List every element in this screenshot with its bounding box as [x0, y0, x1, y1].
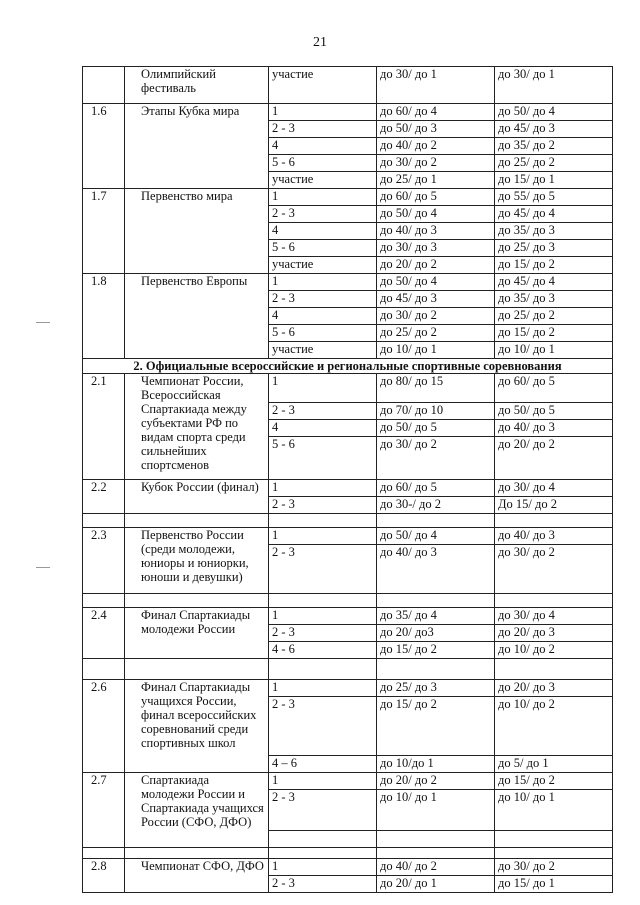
score-cell: до 15/ до 1 — [495, 876, 613, 893]
spacer-row — [83, 514, 613, 528]
place-cell: 4 — [269, 138, 377, 155]
competition-name: Чемпионат России, Всероссийская Спартакиада между субъектами РФ по видам спорта среди сильнейших спортсменов — [125, 374, 269, 480]
table-row — [83, 773, 613, 790]
place-cell — [269, 831, 377, 848]
score-cell — [377, 831, 495, 848]
score-cell: до 20/ до3 — [377, 625, 495, 642]
place-cell: 4 — [269, 420, 377, 437]
table-row — [83, 374, 613, 403]
empty-cell — [125, 659, 269, 680]
empty-cell — [125, 514, 269, 528]
score-cell: до 50/ до 4 — [495, 104, 613, 121]
place-cell: 2 - 3 — [269, 625, 377, 642]
score-cell: до 35/ до 2 — [495, 138, 613, 155]
place-cell: 5 - 6 — [269, 437, 377, 480]
place-cell: 2 - 3 — [269, 121, 377, 138]
score-cell: до 20/ до 1 — [377, 876, 495, 893]
score-cell: до 25/ до 3 — [377, 680, 495, 697]
score-cell: до 50/ до 4 — [377, 274, 495, 291]
empty-cell — [125, 848, 269, 859]
place-cell: 1 — [269, 859, 377, 876]
score-cell: до 40/ до 3 — [377, 223, 495, 240]
item-number: 2.3 — [83, 528, 125, 594]
score-cell: до 40/ до 3 — [495, 528, 613, 545]
place-cell: 1 — [269, 773, 377, 790]
table-row — [83, 104, 613, 121]
table-row — [83, 189, 613, 206]
place-cell: 2 - 3 — [269, 497, 377, 514]
score-cell: до 20/ до 2 — [377, 257, 495, 274]
place-cell: 2 - 3 — [269, 697, 377, 756]
results-table — [82, 66, 613, 893]
item-number: 2.6 — [83, 680, 125, 773]
score-cell: до 30/ до 1 — [495, 67, 613, 104]
score-cell: до 10/ до 1 — [495, 342, 613, 359]
page-number: 21 — [313, 35, 327, 50]
place-cell: 1 — [269, 608, 377, 625]
score-cell: до 30/ до 2 — [377, 437, 495, 480]
empty-cell — [83, 594, 125, 608]
score-cell: до 25/ до 2 — [495, 155, 613, 172]
score-cell: до 20/ до 2 — [377, 773, 495, 790]
score-cell: до 10/до 1 — [377, 756, 495, 773]
score-cell: до 10/ до 2 — [495, 697, 613, 756]
score-cell: до 35/ до 3 — [495, 223, 613, 240]
score-cell: до 35/ до 3 — [495, 291, 613, 308]
table-row — [83, 680, 613, 697]
place-cell: 2 - 3 — [269, 206, 377, 223]
score-cell: до 50/ до 4 — [377, 206, 495, 223]
score-cell: до 45/ до 4 — [495, 274, 613, 291]
competition-name: Спартакиада молодежи России и Спартакиада учащихся России (СФО, ДФО) — [125, 773, 269, 848]
place-cell: 2 - 3 — [269, 291, 377, 308]
competition-name: Этапы Кубка мира — [125, 104, 269, 189]
empty-cell — [83, 848, 125, 859]
score-cell: до 40/ до 2 — [377, 138, 495, 155]
score-cell: до 10/ до 2 — [495, 642, 613, 659]
place-cell: 5 - 6 — [269, 240, 377, 257]
score-cell: до 40/ до 3 — [495, 420, 613, 437]
empty-cell — [269, 848, 377, 859]
place-cell: 4 - 6 — [269, 642, 377, 659]
place-cell: 2 - 3 — [269, 545, 377, 594]
score-cell: до 20/ до 3 — [495, 625, 613, 642]
score-cell: до 25/ до 2 — [495, 308, 613, 325]
place-cell: участие — [269, 67, 377, 104]
place-cell: 2 - 3 — [269, 876, 377, 893]
place-cell: участие — [269, 172, 377, 189]
score-cell: до 30/ до 2 — [495, 545, 613, 594]
score-cell: до 10/ до 1 — [377, 342, 495, 359]
item-number: 2.1 — [83, 374, 125, 480]
score-cell: до 25/ до 1 — [377, 172, 495, 189]
score-cell: до 40/ до 2 — [377, 859, 495, 876]
empty-cell — [269, 659, 377, 680]
score-cell: До 15/ до 2 — [495, 497, 613, 514]
score-cell: до 45/ до 4 — [495, 206, 613, 223]
score-cell: до 15/ до 2 — [495, 325, 613, 342]
score-cell: до 60/ до 4 — [377, 104, 495, 121]
place-cell: 1 — [269, 480, 377, 497]
item-number: 2.7 — [83, 773, 125, 848]
place-cell: 5 - 6 — [269, 325, 377, 342]
place-cell: 1 — [269, 680, 377, 697]
spacer-row — [83, 659, 613, 680]
empty-cell — [495, 848, 613, 859]
spacer-row — [83, 848, 613, 859]
score-cell: до 45/ до 3 — [377, 291, 495, 308]
score-cell: до 30/ до 2 — [495, 859, 613, 876]
empty-cell — [377, 659, 495, 680]
table-row — [83, 608, 613, 625]
place-cell: участие — [269, 257, 377, 274]
section-title: 2. Официальные всероссийские и региональные спортивные соревнования — [83, 359, 613, 374]
score-cell: до 15/ до 1 — [495, 172, 613, 189]
score-cell: до 15/ до 2 — [377, 697, 495, 756]
place-cell: 1 — [269, 528, 377, 545]
score-cell: до 35/ до 4 — [377, 608, 495, 625]
score-cell: до 30/ до 2 — [377, 308, 495, 325]
place-cell: участие — [269, 342, 377, 359]
section-header-row — [83, 359, 613, 374]
competition-name: Финал Спартакиады молодежи России — [125, 608, 269, 659]
score-cell: до 15/ до 2 — [495, 257, 613, 274]
score-cell: до 15/ до 2 — [495, 773, 613, 790]
empty-cell — [495, 594, 613, 608]
place-cell: 5 - 6 — [269, 155, 377, 172]
place-cell: 1 — [269, 104, 377, 121]
score-cell: до 10/ до 1 — [495, 790, 613, 831]
score-cell: до 60/ до 5 — [377, 480, 495, 497]
empty-cell — [377, 594, 495, 608]
score-cell: до 20/ до 2 — [495, 437, 613, 480]
score-cell: до 30/ до 2 — [377, 155, 495, 172]
competition-name: Первенство мира — [125, 189, 269, 274]
place-cell: 1 — [269, 274, 377, 291]
empty-cell — [377, 848, 495, 859]
score-cell: до 5/ до 1 — [495, 756, 613, 773]
item-number: 2.2 — [83, 480, 125, 514]
score-cell — [495, 831, 613, 848]
score-cell: до 50/ до 3 — [377, 121, 495, 138]
table-row — [83, 67, 613, 104]
competition-name: Олимпийский фестиваль — [125, 67, 269, 104]
score-cell: до 70/ до 10 — [377, 403, 495, 420]
score-cell: до 30/ до 1 — [377, 67, 495, 104]
score-cell: до 60/ до 5 — [495, 374, 613, 403]
empty-cell — [495, 659, 613, 680]
place-cell: 1 — [269, 374, 377, 403]
place-cell: 2 - 3 — [269, 790, 377, 831]
competition-name: Первенство Европы — [125, 274, 269, 359]
empty-cell — [83, 514, 125, 528]
item-number: 2.8 — [83, 859, 125, 893]
competition-name: Чемпионат СФО, ДФО — [125, 859, 269, 893]
item-number: 1.7 — [83, 189, 125, 274]
table-row — [83, 859, 613, 876]
item-number — [83, 67, 125, 104]
score-cell: до 50/ до 4 — [377, 528, 495, 545]
score-cell: до 20/ до 3 — [495, 680, 613, 697]
empty-cell — [83, 659, 125, 680]
item-number: 1.8 — [83, 274, 125, 359]
score-cell: до 15/ до 2 — [377, 642, 495, 659]
score-cell: до 25/ до 2 — [377, 325, 495, 342]
competition-name: Кубок России (финал) — [125, 480, 269, 514]
place-cell: 4 — [269, 308, 377, 325]
score-cell: до 30/ до 4 — [495, 480, 613, 497]
empty-cell — [125, 594, 269, 608]
table-row — [83, 274, 613, 291]
score-cell: до 30-/ до 2 — [377, 497, 495, 514]
score-cell: до 40/ до 3 — [377, 545, 495, 594]
score-cell: до 50/ до 5 — [495, 403, 613, 420]
score-cell: до 60/ до 5 — [377, 189, 495, 206]
table-row — [83, 480, 613, 497]
spacer-row — [83, 594, 613, 608]
place-cell: 2 - 3 — [269, 403, 377, 420]
competition-name: Финал Спартакиады учащихся России, финал всероссийских соревнований среди спортивных школ — [125, 680, 269, 773]
empty-cell — [269, 594, 377, 608]
empty-cell — [377, 514, 495, 528]
score-cell: до 30/ до 3 — [377, 240, 495, 257]
score-cell: до 80/ до 15 — [377, 374, 495, 403]
empty-cell — [495, 514, 613, 528]
table-row — [83, 528, 613, 545]
score-cell: до 10/ до 1 — [377, 790, 495, 831]
score-cell: до 50/ до 5 — [377, 420, 495, 437]
score-cell: до 25/ до 3 — [495, 240, 613, 257]
place-cell: 1 — [269, 189, 377, 206]
score-cell: до 55/ до 5 — [495, 189, 613, 206]
item-number: 2.4 — [83, 608, 125, 659]
score-cell: до 45/ до 3 — [495, 121, 613, 138]
competition-name: Первенство России (среди молодежи, юниоры и юниорки, юноши и девушки) — [125, 528, 269, 594]
place-cell: 4 – 6 — [269, 756, 377, 773]
empty-cell — [269, 514, 377, 528]
score-cell: до 30/ до 4 — [495, 608, 613, 625]
margin-mark — [36, 567, 50, 568]
margin-mark — [36, 322, 50, 323]
place-cell: 4 — [269, 223, 377, 240]
item-number: 1.6 — [83, 104, 125, 189]
